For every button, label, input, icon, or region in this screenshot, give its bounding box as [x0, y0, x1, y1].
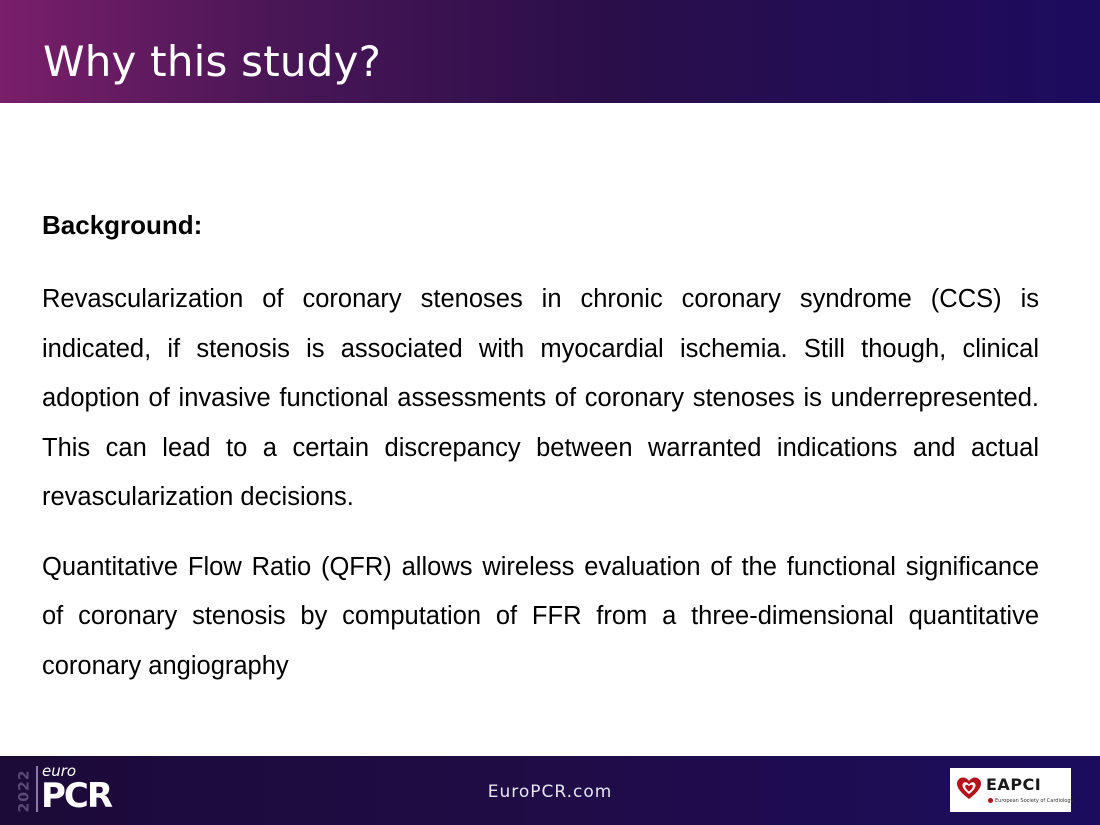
europcr-logo-euro: euro [42, 762, 77, 780]
paragraph-revascularization: Revascularization of coronary stenoses in chronic coronary syndrome (CCS) is indicated, if stenosis is associated with myocardial ischemia. Still though, clinical adoption of invasive functional assessments of coronary stenoses is underrepresented. This can lead to a certain discrepancy between warranted indications and actual revascularization decisions. [42, 285, 1039, 511]
eapci-subtitle: European Society of Cardiology [988, 798, 1074, 804]
eapci-logo [950, 768, 1074, 812]
europcr-logo-pcr: PCR [41, 776, 112, 816]
paragraph-qfr: Quantitative Flow Ratio (QFR) allows wireless evaluation of the functional significance of coronary stenosis by computation of FFR from a three-dimensional quantitative coronary angiography [42, 552, 1039, 680]
slide-content [42, 205, 1039, 711]
footer-url[interactable]: EuroPCR.com [487, 782, 613, 802]
heart-icon [956, 776, 982, 802]
section-heading: Background: [42, 210, 203, 240]
esc-heart-icon [988, 798, 993, 803]
slide-title: Why this study? [43, 37, 382, 86]
europcr-logo-year: 2022 [16, 769, 32, 813]
eapci-name: EAPCI [986, 775, 1042, 794]
